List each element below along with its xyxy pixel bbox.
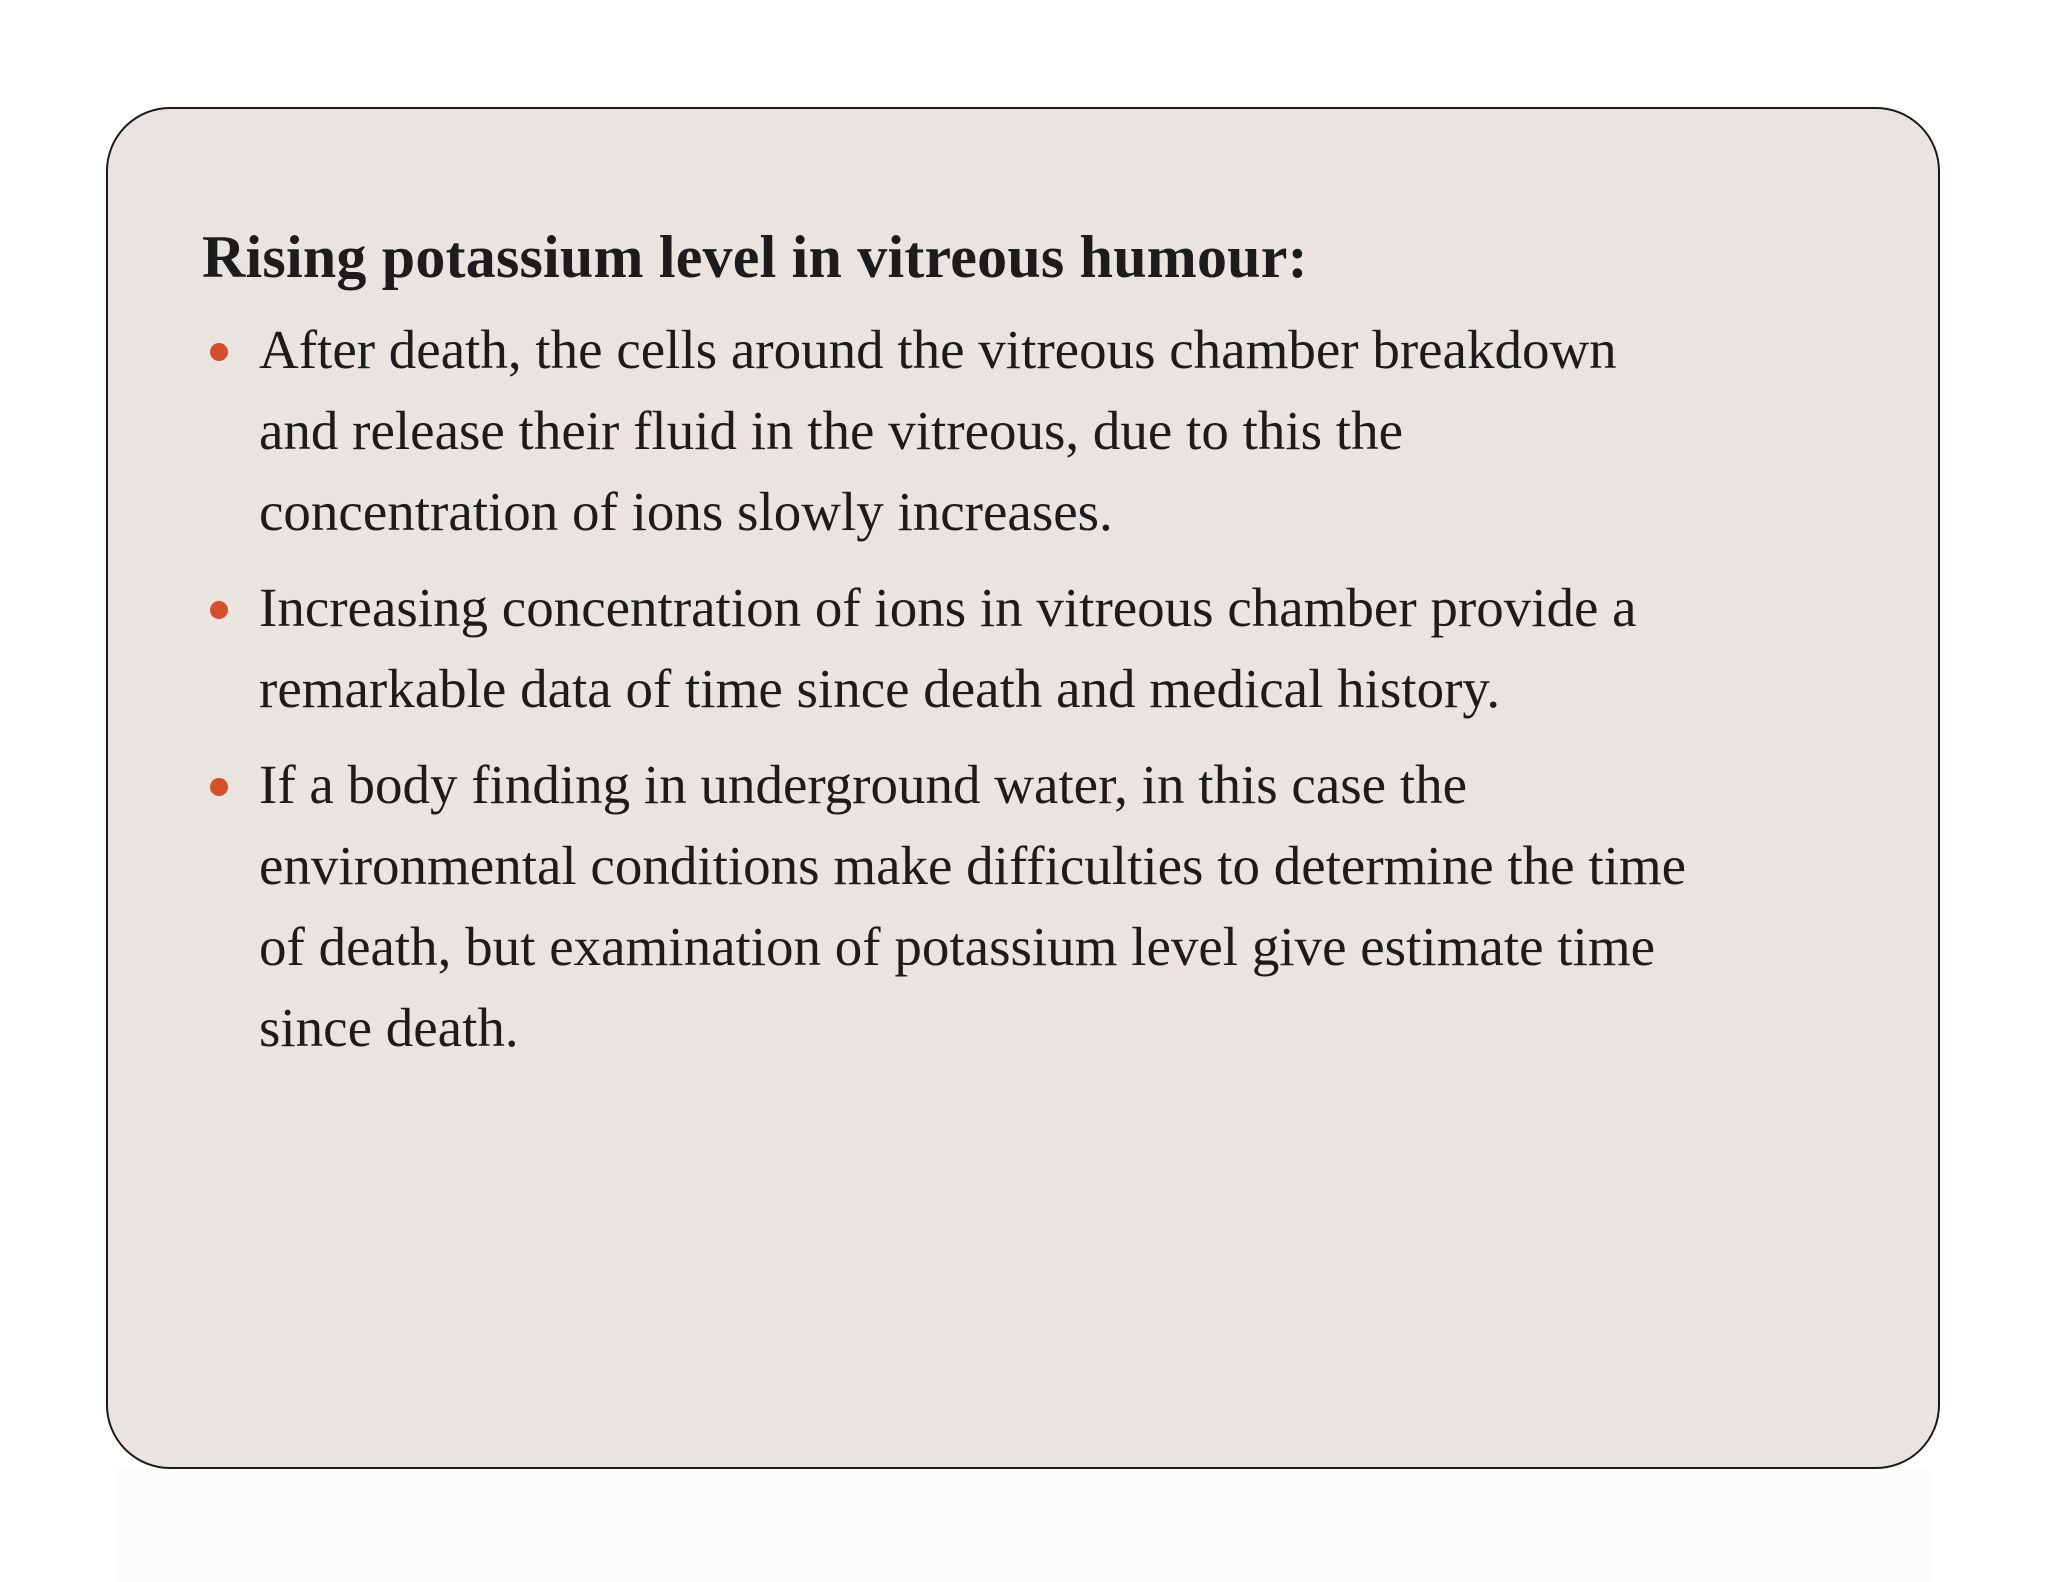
- bullet-item: [202, 309, 1902, 552]
- bullet-list: [202, 309, 1902, 1068]
- footer-band: [118, 1470, 1930, 1582]
- bullet-line: concentration of ions slowly increases.: [259, 481, 1113, 542]
- bullet-item: [202, 567, 1902, 729]
- panel-content: [202, 217, 1902, 1083]
- bullet-line: Increasing concentration of ions in vitreous chamber provide a: [259, 577, 1637, 638]
- bullet-line: and release their fluid in the vitreous, due to this the: [259, 400, 1403, 461]
- bullet-text: [259, 744, 1902, 1068]
- bullet-line: After death, the cells around the vitreous chamber breakdown: [259, 319, 1617, 380]
- bullet-text: [259, 309, 1902, 552]
- bullet-item: [202, 744, 1902, 1068]
- bullet-line: If a body finding in underground water, in this case the: [259, 754, 1468, 815]
- bullet-line: of death, but examination of potassium level give estimate time: [259, 916, 1656, 977]
- bullet-line: environmental conditions make difficulties to determine the time: [259, 835, 1687, 896]
- bullet-line: remarkable data of time since death and medical history.: [259, 658, 1501, 719]
- bullet-dot-icon: [210, 601, 228, 619]
- bullet-dot-icon: [210, 778, 228, 796]
- bullet-line: since death.: [259, 997, 519, 1058]
- slide-heading: Rising potassium level in vitreous humour:: [202, 224, 1308, 290]
- bullet-dot-icon: [210, 343, 228, 361]
- content-panel: [106, 107, 1940, 1469]
- bullet-text: [259, 567, 1902, 729]
